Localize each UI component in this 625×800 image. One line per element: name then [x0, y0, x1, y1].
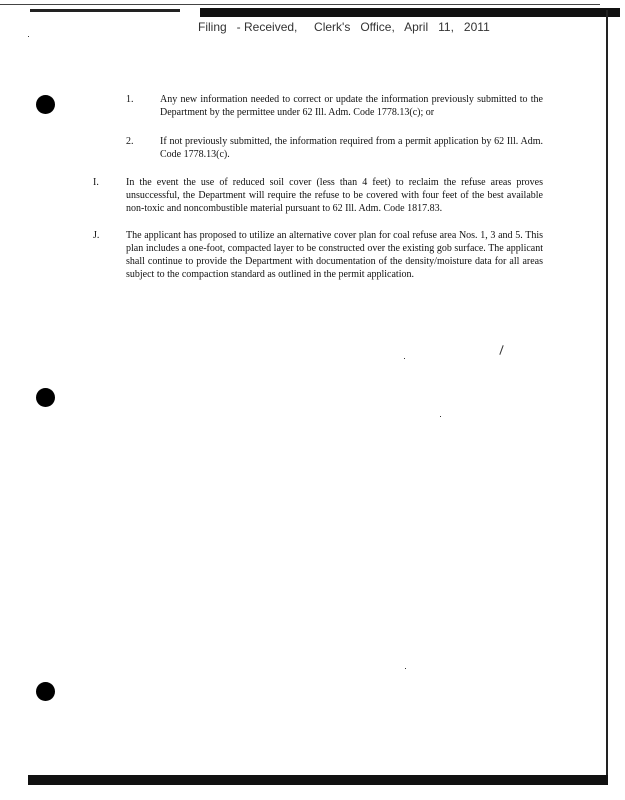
punch-hole-top: [36, 95, 55, 114]
punch-hole-middle: [36, 388, 55, 407]
scan-bar-top: [200, 8, 620, 17]
item-text: The applicant has proposed to utilize an alternative cover plan for coal refuse area Nos. 1, 3 and 5. This plan includes a one-foot, compacted layer to be constructed over the existing gob surface. The applicant shall continue to provide the Department with documentation of the density/moisture data for all areas subject to the compaction standard as outlined in the permit application.: [126, 230, 543, 280]
scan-line: [0, 4, 600, 5]
item-letter: I.: [93, 177, 99, 188]
filing-stamp: Filing - Received, Clerk's Office, April 11, 2011: [198, 20, 490, 34]
scan-speck: [28, 36, 29, 37]
subitem-number: 1.: [126, 94, 134, 105]
subitem-text: Any new information needed to correct or update the information previously submitted to the Department by the permittee under 62 Ill. Adm. Code 1778.13(c); or: [160, 94, 543, 118]
scan-bar-bottom: [28, 775, 608, 785]
punch-hole-bottom: [36, 682, 55, 701]
scan-speck: [440, 416, 441, 417]
subitem-text: If not previously submitted, the information required from a permit application by 62 Ill. Adm. Code 1778.13(c).: [160, 136, 543, 160]
scan-speck: [405, 668, 406, 669]
item-letter: J.: [93, 230, 100, 241]
scan-speck: [404, 358, 405, 359]
item-text: In the event the use of reduced soil cover (less than 4 feet) to reclaim the refuse areas proves unsuccessful, the Department will require the refuse to be covered with four feet of the best available non-toxic and noncombustible material pursuant to 62 Ill. Adm. Code 1817.83.: [126, 177, 543, 214]
scan-edge-right: [606, 10, 608, 775]
scan-mark: [499, 345, 503, 355]
subitem-number: 2.: [126, 136, 134, 147]
scan-bar-left: [30, 9, 180, 12]
